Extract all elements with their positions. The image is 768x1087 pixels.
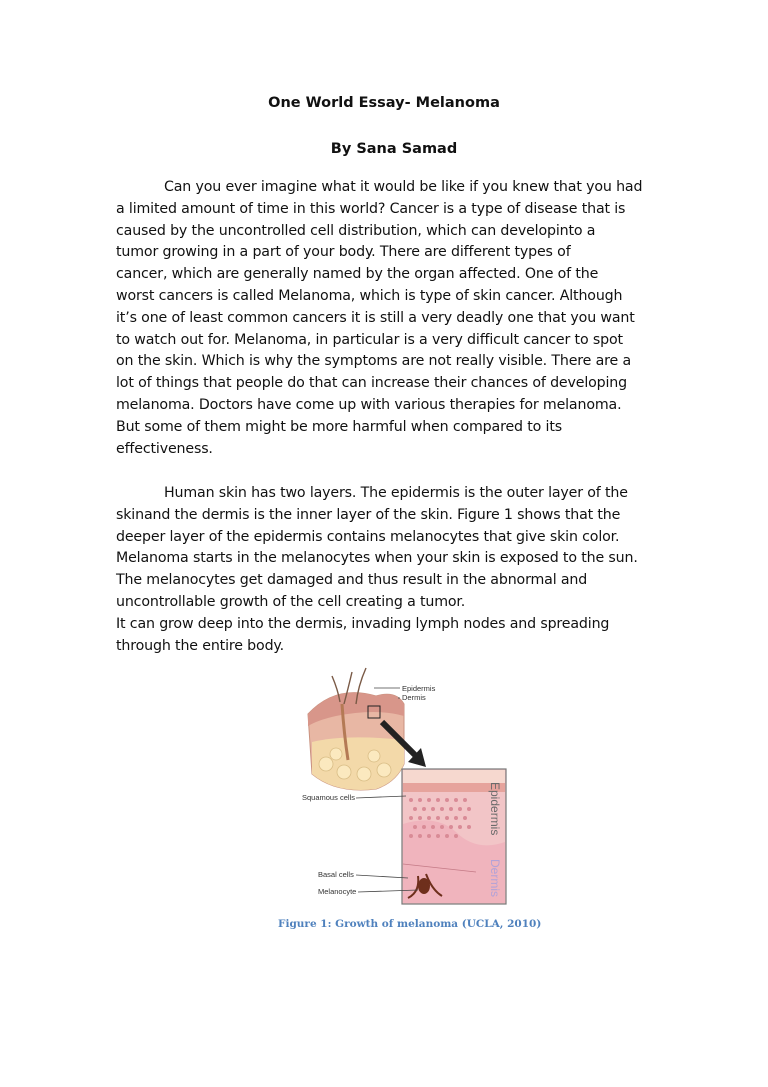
text-line: Can you ever imagine what it would be like if you knew that you had xyxy=(164,179,643,195)
figure-caption: Figure 1: Growth of melanoma (UCLA, 2010) xyxy=(278,918,542,930)
text-line: it’s one of least common cancers it is still a very deadly one that you want xyxy=(116,309,635,326)
paragraph-2 xyxy=(116,483,676,657)
text-line: cancer, which are generally named by the organ affected. One of the xyxy=(116,266,599,283)
label-squamous-cells: Squamous cells xyxy=(302,793,355,802)
text-line: But some of them might be more harmful when compared to its xyxy=(116,418,562,435)
text-line: lot of things that people do that can increase their chances of developing xyxy=(116,375,628,392)
text-line: through the entire body. xyxy=(116,637,285,654)
label-epidermis: Epidermis xyxy=(402,684,436,693)
text-line: skinand the dermis is the inner layer of the skin. Figure 1 shows that the xyxy=(116,506,621,523)
label-melanocyte: Melanocyte xyxy=(318,887,357,896)
text-line: worst cancers is called Melanoma, which is type of skin cancer. Although xyxy=(116,287,623,304)
text-line: uncontrollable growth of the cell creating a tumor. xyxy=(116,593,466,610)
text-line: effectiveness. xyxy=(116,440,213,457)
label-basal-cells: Basal cells xyxy=(318,870,354,879)
label-dermis: Dermis xyxy=(402,693,426,702)
text-line: melanoma. Doctors have come up with various therapies for melanoma. xyxy=(116,396,622,413)
label-dermis-vertical: Dermis xyxy=(488,859,502,897)
text-line: caused by the uncontrolled cell distribution, which can developinto a xyxy=(116,222,596,239)
text-line: Human skin has two layers. The epidermis is the outer layer of the xyxy=(164,485,628,501)
essay-title: One World Essay- Melanoma xyxy=(268,95,500,111)
essay-author: By Sana Samad xyxy=(330,141,458,157)
text-line: deeper layer of the epidermis contains melanocytes that give skin color. xyxy=(116,528,620,545)
text-line: The melanocytes get damaged and thus result in the abnormal and xyxy=(116,572,588,589)
paragraph-1 xyxy=(116,177,676,460)
text-line: to watch out for. Melanoma, in particular is a very difficult cancer to spot xyxy=(116,331,623,348)
text-line: a limited amount of time in this world? Cancer is a type of disease that is xyxy=(116,200,626,217)
skin-layers-figure xyxy=(296,664,516,909)
text-line: It can grow deep into the dermis, invading lymph nodes and spreading xyxy=(116,615,610,632)
text-line: Melanoma starts in the melanocytes when your skin is exposed to the sun. xyxy=(116,550,638,567)
text-line: on the skin. Which is why the symptoms are not really visible. There are a xyxy=(116,353,632,370)
text-line: tumor growing in a part of your body. There are different types of xyxy=(116,244,571,261)
label-epidermis-vertical: Epidermis xyxy=(488,782,502,836)
